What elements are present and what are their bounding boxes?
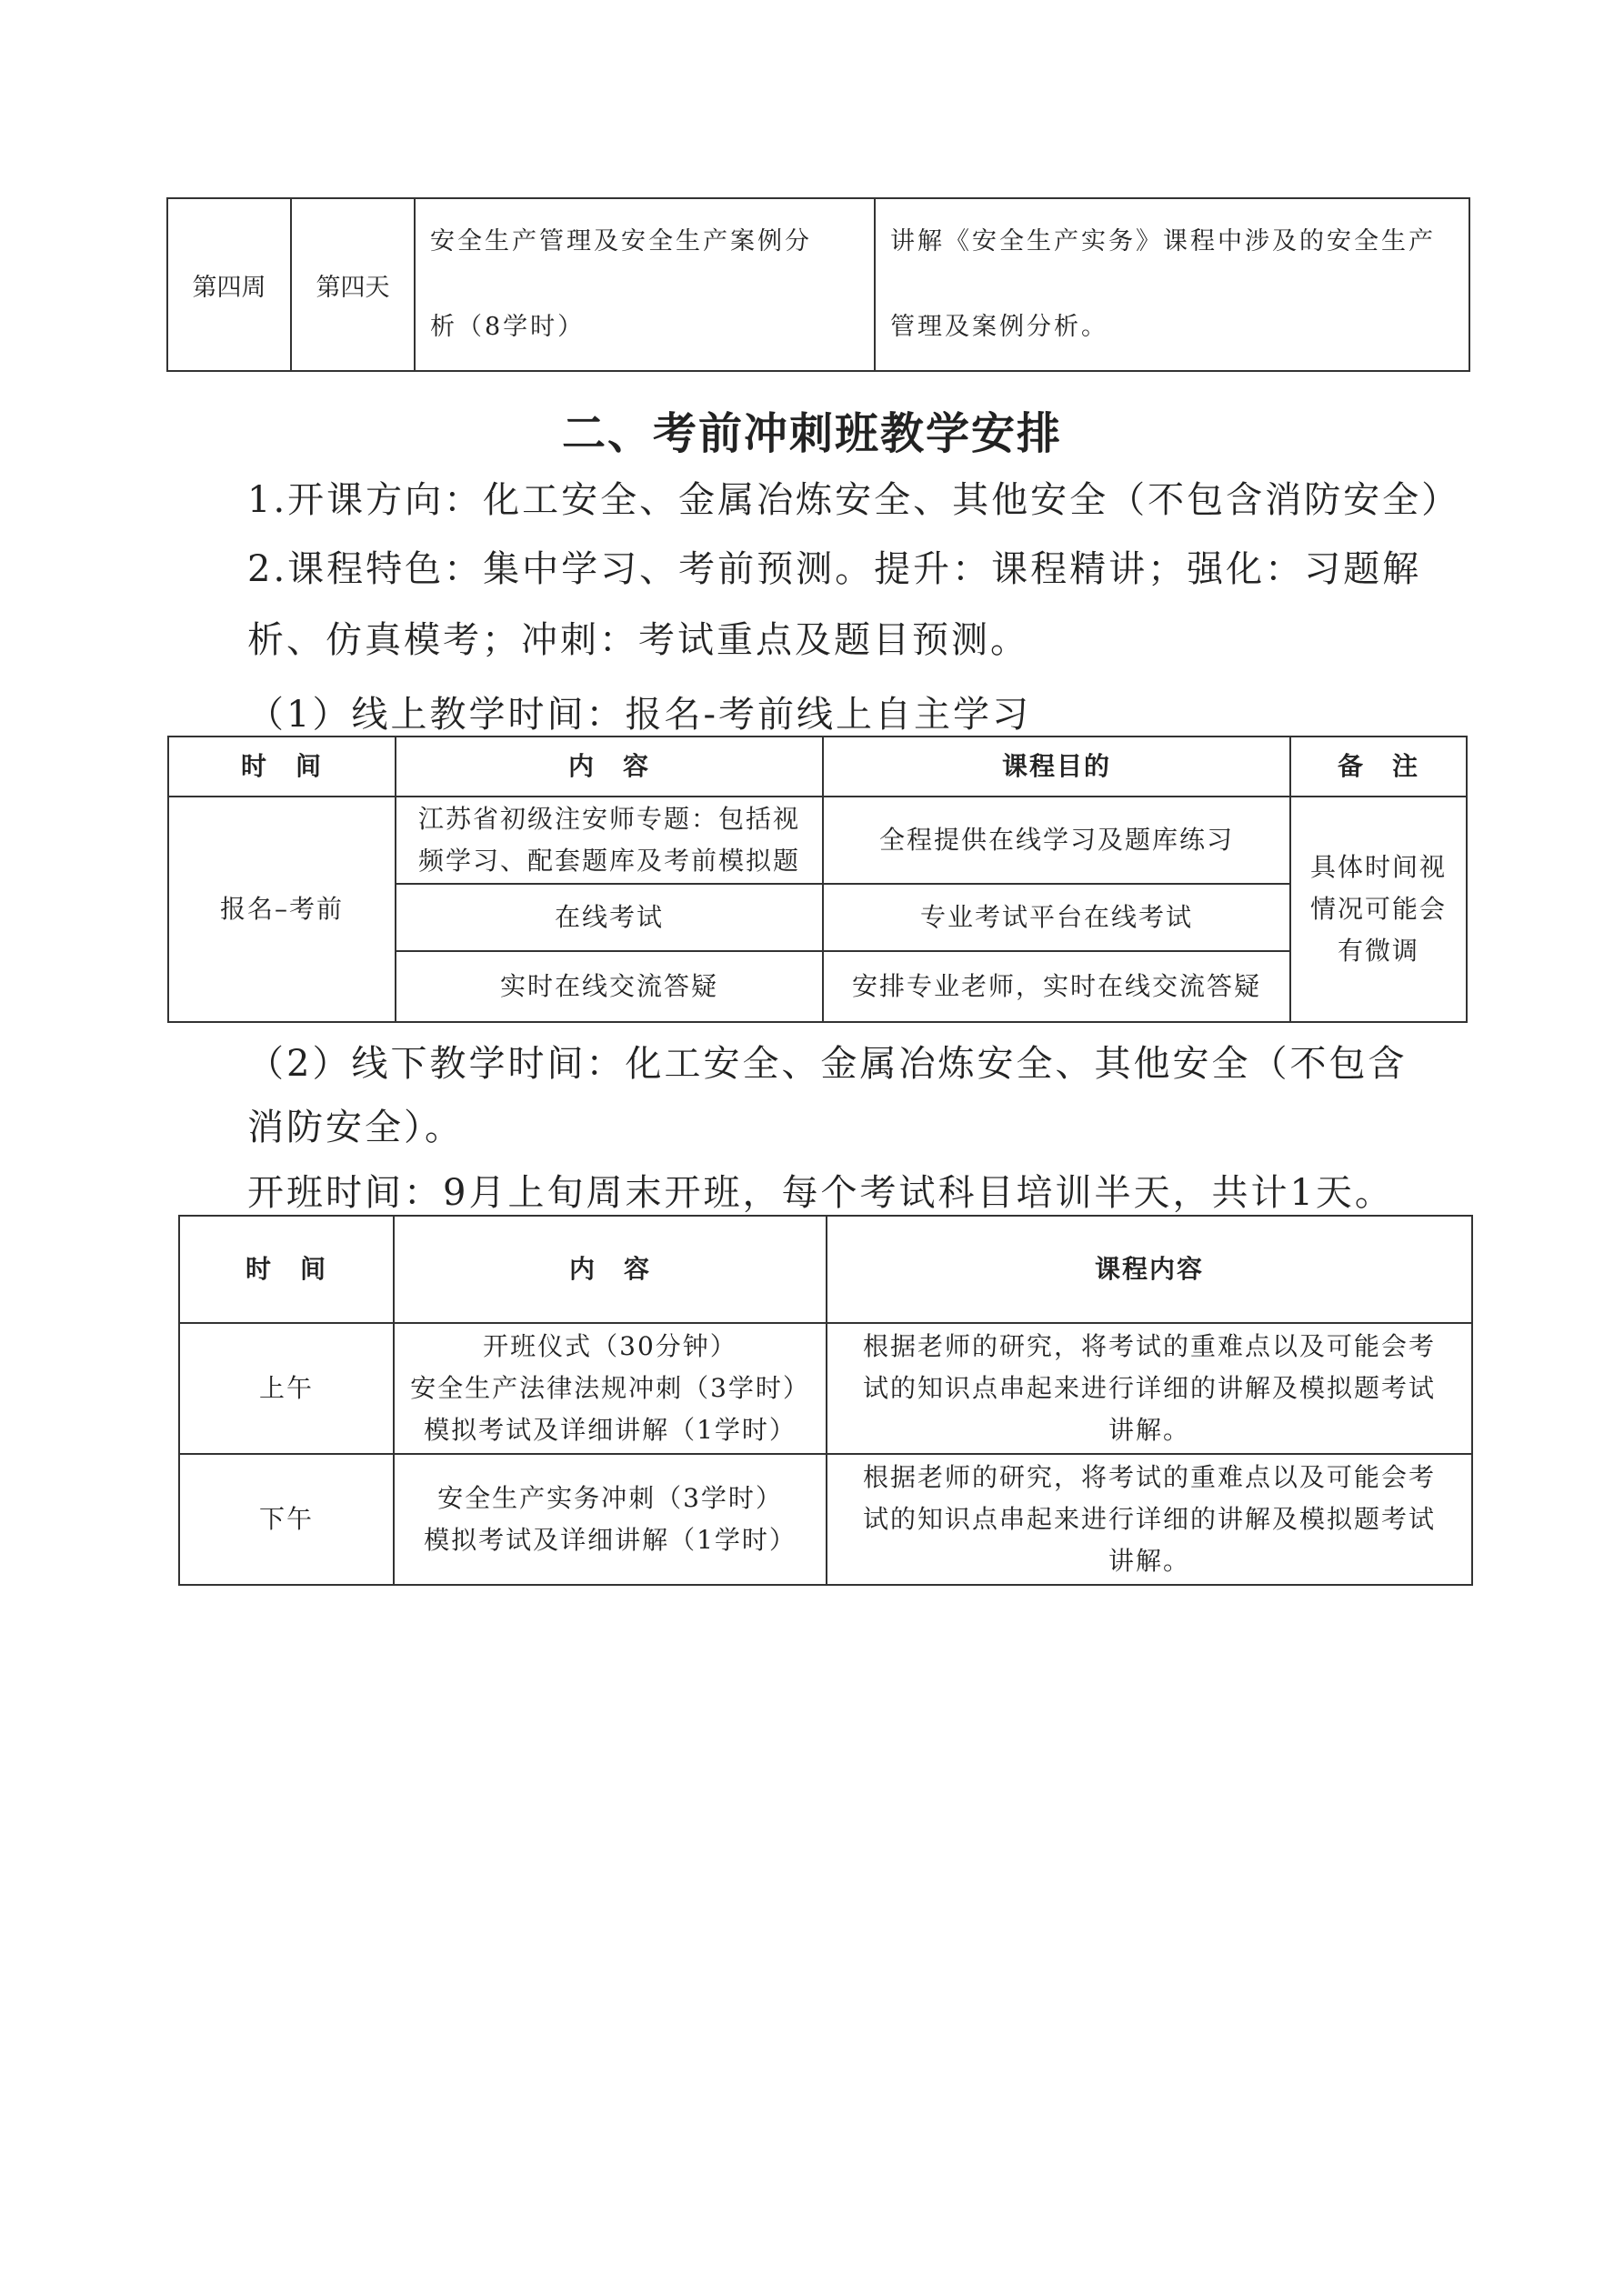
- content-line: 安全生产法律法规冲刺（3学时）: [410, 1373, 810, 1403]
- course-features-line2: 析、仿真模考；冲刺：考试重点及题目预测。: [247, 619, 1029, 661]
- content-cell: [396, 797, 823, 884]
- note-line: 情况可能会: [1309, 894, 1447, 924]
- day-cell: 第四天: [291, 198, 415, 371]
- table-row: [179, 1454, 1472, 1585]
- online-schedule-heading: （1）线上教学时间：报名-考前线上自主学习: [247, 694, 1031, 736]
- header-course-content: 课程内容: [827, 1216, 1472, 1323]
- header-note: 备 注: [1290, 737, 1467, 797]
- note-line: 有微调: [1337, 936, 1419, 966]
- offline-schedule-heading-line2: 消防安全）。: [247, 1107, 464, 1148]
- description-line: 讲解《安全生产实务》课程中涉及的安全生产: [890, 227, 1436, 256]
- topic-cell: [415, 198, 875, 371]
- description-cell: [827, 1454, 1472, 1585]
- content-cell: 实时在线交流答疑: [396, 951, 823, 1022]
- description-line: 根据老师的研究，将考试的重难点以及可能会考: [862, 1331, 1436, 1361]
- content-line: 模拟考试及详细讲解（1学时）: [424, 1415, 797, 1445]
- description-cell: [827, 1323, 1472, 1454]
- description-line: 讲解。: [1108, 1415, 1190, 1445]
- header-purpose: 课程目的: [823, 737, 1290, 797]
- week-cell: 第四周: [167, 198, 291, 371]
- content-line: 江苏省初级注安师专题：包括视: [417, 804, 800, 834]
- content-cell: [394, 1454, 827, 1585]
- class-start-time: 开班时间：9月上旬周末开班，每个考试科目培训半天，共计1天。: [247, 1172, 1394, 1214]
- time-cell: 报名–考前: [168, 797, 396, 1022]
- description-line: 管理及案例分析。: [890, 313, 1108, 341]
- header-time: 时 间: [168, 737, 396, 797]
- note-line: 具体时间视: [1309, 852, 1447, 882]
- course-direction: 1.开课方向：化工安全、金属冶炼安全、其他安全（不包含消防安全）: [247, 479, 1461, 521]
- description-line: 试的知识点串起来进行详细的讲解及模拟题考试: [862, 1504, 1436, 1534]
- online-schedule-table: [167, 736, 1468, 1023]
- offline-schedule-heading-line1: （2）线下教学时间：化工安全、金属冶炼安全、其他安全（不包含: [247, 1043, 1408, 1085]
- topic-line: 析（8学时）: [430, 313, 586, 341]
- content-line: 频学习、配套题库及考前模拟题: [417, 846, 800, 876]
- topic-line: 安全生产管理及安全生产案例分: [430, 227, 812, 256]
- description-cell: [875, 198, 1469, 371]
- table-header-row: [168, 737, 1467, 797]
- purpose-cell: 安排专业老师，实时在线交流答疑: [823, 951, 1290, 1022]
- table-row: [168, 797, 1467, 884]
- table-row: [167, 198, 1469, 371]
- content-line: 模拟考试及详细讲解（1学时）: [424, 1525, 797, 1555]
- content-cell: [394, 1323, 827, 1454]
- section-title: 二、考前冲刺班教学安排: [561, 408, 1062, 459]
- offline-schedule-table: [178, 1215, 1473, 1586]
- purpose-cell: 专业考试平台在线考试: [823, 884, 1290, 951]
- description-line: 试的知识点串起来进行详细的讲解及模拟题考试: [862, 1373, 1436, 1403]
- header-time: 时 间: [179, 1216, 394, 1323]
- purpose-cell: 全程提供在线学习及题库练习: [823, 797, 1290, 884]
- table-row: [179, 1323, 1472, 1454]
- description-line: 讲解。: [1108, 1546, 1190, 1576]
- content-line: 安全生产实务冲刺（3学时）: [437, 1483, 783, 1513]
- schedule-table-week4: [166, 197, 1470, 372]
- course-features-line1: 2.课程特色：集中学习、考前预测。提升：课程精讲；强化：习题解: [247, 548, 1422, 590]
- header-content: 内 容: [396, 737, 823, 797]
- content-line: 开班仪式（30分钟）: [483, 1331, 737, 1361]
- table-header-row: [179, 1216, 1472, 1323]
- header-content: 内 容: [394, 1216, 827, 1323]
- content-cell: 在线考试: [396, 884, 823, 951]
- description-line: 根据老师的研究，将考试的重难点以及可能会考: [862, 1462, 1436, 1492]
- time-cell: 上午: [179, 1323, 394, 1454]
- note-cell: [1290, 797, 1467, 1022]
- time-cell: 下午: [179, 1454, 394, 1585]
